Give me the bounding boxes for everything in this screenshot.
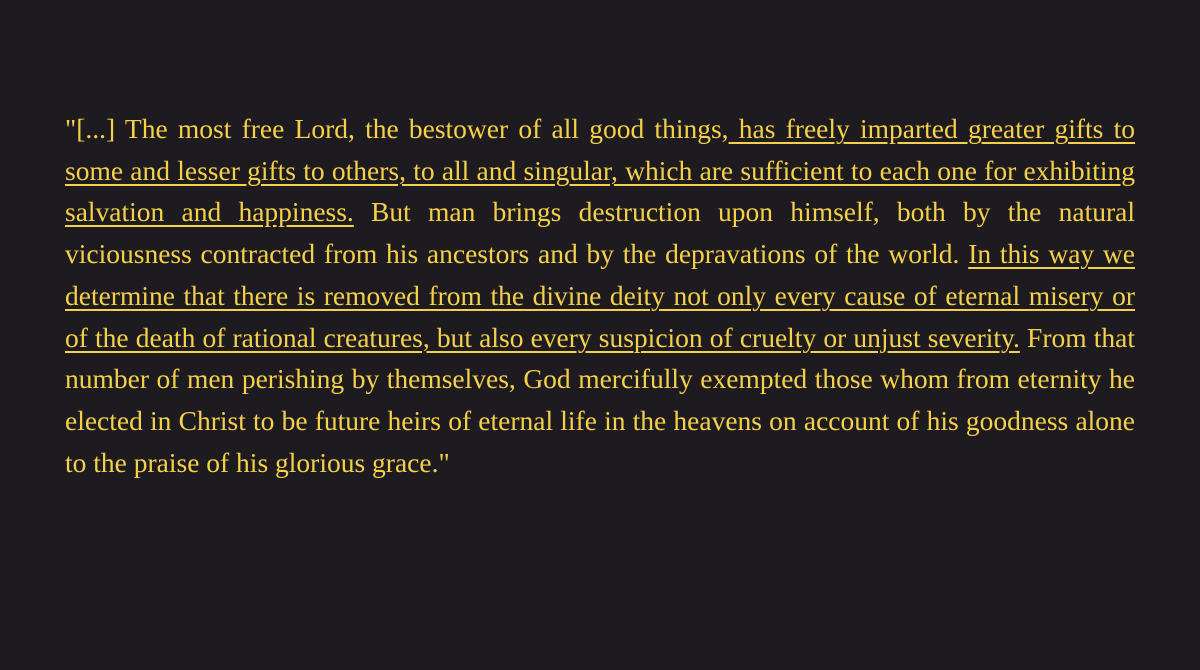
- quote-segment-closing: From that number of men perishing by themselves, God mercifully exempted those whom from eternity he elected in Christ to be future heirs of eternal life in the heavens on account of his goodness alone to the praise of his glorious grace.": [65, 321, 1135, 478]
- quote-segment-underlined-deity: In this way we determine that there is removed from the divine deity not only every cause of eternal misery or of the death of rational creatures, but also every suspicion of cruelty or unjust severity.: [65, 238, 1135, 353]
- quote-segment-opening: "[...] The most free Lord, the bestower of all good things,: [65, 113, 729, 144]
- quote-segment-underlined-gifts: has freely imparted greater gifts to some and lesser gifts to others, to all and singular, which are sufficient to each one for exhibiting salvation and happiness.: [65, 113, 1135, 228]
- quote-paragraph: [65, 108, 1135, 483]
- quote-segment-destruction: But man brings destruction upon himself, both by the natural viciousness contracted from his ancestors and by the depravations of the world.: [65, 196, 1135, 270]
